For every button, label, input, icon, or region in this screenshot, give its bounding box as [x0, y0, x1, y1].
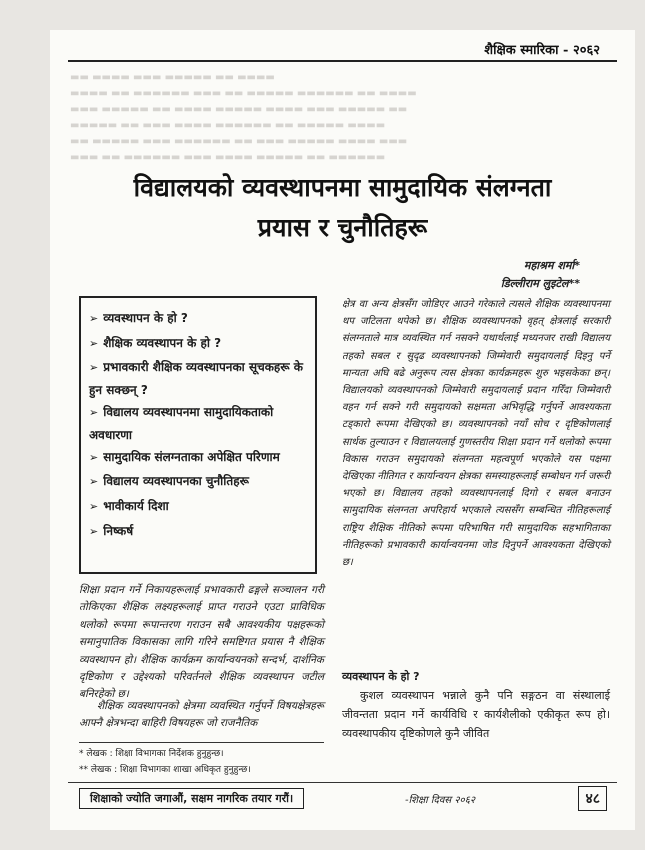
- header-rule: [68, 60, 617, 62]
- arrow-bullet-icon: ➢: [89, 525, 99, 538]
- page-number: ४८: [578, 786, 607, 811]
- outline-item: ➢ सामुदायिक संलग्नताका अपेक्षित परिणाम: [89, 450, 280, 464]
- footnote-2: ** लेखक : शिक्षा विभागका शाखा अधिकृत हुनुहुन्छ।: [79, 765, 251, 775]
- footer-slogan: शिक्षाको ज्योति जगाऔं, सक्षम नागरिक तयार गरौं।: [79, 788, 304, 809]
- arrow-bullet-icon: ➢: [89, 451, 99, 464]
- author-primary: महाश्रम शर्मा*: [523, 259, 580, 272]
- outline-item: ➢ विद्यालय व्यवस्थापनका चुनौतिहरू: [89, 474, 249, 488]
- document-page: [50, 30, 635, 830]
- arrow-bullet-icon: ➢: [89, 500, 99, 513]
- arrow-bullet-icon: ➢: [89, 406, 99, 419]
- outline-item: ➢ प्रभावकारी शैक्षिक व्यवस्थापनका सूचकहरू के हुन सक्छन् ?: [89, 360, 304, 397]
- outline-item: ➢ विद्यालय व्यवस्थापनमा सामुदायिकताको अवधारणा: [89, 405, 274, 442]
- footnote-1: * लेखक : शिक्षा विभागका निर्देशक हुनुहुन्छ।: [79, 749, 224, 759]
- outline-box: [79, 296, 317, 574]
- footer-date: -शिक्षा दिवस २०६२: [405, 795, 476, 806]
- right-column-para1: क्षेत्र वा अन्य क्षेत्रसँग जोडिएर आउने गरेकाले त्यसले शैक्षिक व्यवस्थापनमा थप जटिलता थपेको छ। शैक्षिक व्यवस्थापनको वृहत् क्षेत्रलाई सरकारी संलग्नताले मात्र व्यवस्थित गर्न नसक्ने यथार्थलाई मध्यनजर राखी विद्यालय तहको सबल र सुदृढ व्यवस्थापनको जिम्मेवारी समुदायलाई दिइनु पर्ने मान्यता अघि बढे अनुरूप त्यस क्षेत्रका कार्यक्रमहरू शुरु भइसकेका छन्। विद्यालयको व्यवस्थापनको जिम्मेवारी समुदायलाई प्रदान गरिँदा जिम्मेवारी वहन गर्न सक्ने गरी समुदायको सक्षमता अभिवृद्धि गर्नुपर्ने आवश्यकता टड्कारो रूपमा देखिएको छ। व्यवस्थापनको नयाँ सोच र दृष्टिकोणलाई सार्थक तुल्याउन र विद्यालयलाई गुणस्तरीय शिक्षा प्रदान गर्ने थलोको रूपमा विकास गराउन समुदायको संलग्नता महत्वपूर्ण भएकोले यस पक्षमा देखिएका नीतिगत र कार्यान्वयन क्षेत्रका समस्याहरूलाई सम्बोधन गर्न जरूरी भएको छ। विद्यालय तहको व्यवस्थापनलाई दिगो र सबल बनाउन सामुदायिक संलग्नता अपरिहार्य भएकाले त्यससँग सम्बन्धित नीतिहरूलाई राष्ट्रिय शैक्षिक नीतिको रूपमा परिभाषित गरी सामुदायिक सहभागिताका नीतिहरूको प्रभावकारी कार्यान्वयनमा जोड दिनुपर्ने आवश्यकता देखिएको छ।: [342, 299, 610, 569]
- footer-rule: [68, 782, 617, 783]
- outline-item: ➢ व्यवस्थापन के हो ?: [89, 311, 188, 325]
- left-column-para1: शिक्षा प्रदान गर्ने निकायहरूलाई प्रभावकारी ढङ्गले सञ्चालन गरी तोकिएका शैक्षिक लक्ष्यहरूलाई प्राप्त गराउने एउटा प्राविधिक थलोको रूपमा रूपान्तरण गराउन सबै आवश्यकीय पक्षहरूको समानुपातिक विकासका लागि गरिने समष्टिगत प्रयास नै शैक्षिक व्यवस्थापन हो। शैक्षिक कार्यक्रम कार्यान्वयनको सन्दर्भ, दार्शनिक दृष्टिकोण र उद्देश्यको परिवर्तनले शैक्षिक व्यवस्थापन जटील बनिरहेको छ।: [79, 584, 324, 701]
- footnote-rule: [79, 742, 324, 743]
- arrow-bullet-icon: ➢: [89, 361, 99, 374]
- outline-item: ➢ निष्कर्ष: [89, 524, 134, 538]
- section-heading: व्यवस्थापन के हो ?: [342, 670, 420, 683]
- author-secondary: डिल्लीराम लुइटेल**: [500, 277, 580, 290]
- article-title-line1: विद्यालयको व्यवस्थापनमा सामुदायिक संलग्नता: [133, 173, 552, 202]
- outline-item: ➢ शैक्षिक व्यवस्थापन के हो ?: [89, 336, 222, 350]
- running-header-title: शैक्षिक स्मारिका - २०६२: [484, 43, 600, 58]
- outline-item: ➢ भावीकार्य दिशा: [89, 499, 169, 513]
- article-title-line2: प्रयास र चुनौतिहरू: [257, 213, 428, 242]
- arrow-bullet-icon: ➢: [89, 312, 99, 325]
- right-column-para2: कुशल व्यवस्थापन भन्नाले कुनै पनि सङ्गठन वा संस्थालाई जीवन्तता प्रदान गर्ने कार्यविधि र कार्यशैलीको एकीकृत रूप हो। व्यवस्थापकीय दृष्टिकोणले कुनै जीवित: [342, 689, 610, 740]
- show-through-bleed: ▬▬ ▬▬▬▬ ▬▬▬ ▬▬▬▬▬ ▬▬ ▬▬▬▬ ▬▬▬▬ ▬▬ ▬▬▬▬▬▬ ▬▬▬ ▬▬ ▬▬▬▬▬ ▬▬▬▬▬▬ ▬▬ ▬▬▬▬ ▬▬▬ ▬▬▬▬▬ ▬▬ ▬▬▬▬ ▬▬▬▬▬ ▬▬▬▬ ▬▬▬ ▬▬▬▬▬ ▬▬ ▬▬▬▬▬ ▬▬ ▬▬▬ ▬▬▬▬ ▬▬▬▬▬▬ ▬▬ ▬▬▬▬▬ ▬▬▬▬ ▬▬ ▬▬▬▬▬ ▬▬▬ ▬▬▬▬▬▬ ▬▬ ▬▬▬ ▬▬▬▬▬ ▬▬▬▬ ▬▬▬ ▬▬▬ ▬▬ ▬▬▬▬▬▬ ▬▬▬ ▬▬▬▬ ▬▬▬▬▬ ▬▬ ▬▬▬▬▬▬: [70, 72, 417, 163]
- arrow-bullet-icon: ➢: [89, 475, 99, 488]
- arrow-bullet-icon: ➢: [89, 337, 99, 350]
- left-column-para2: शैक्षिक व्यवस्थापनको क्षेत्रमा व्यवस्थित गर्नुपर्ने विषयक्षेत्रहरू आफ्नै क्षेत्रभन्दा बाहिरी विषयहरू जो राजनैतिक: [79, 700, 324, 730]
